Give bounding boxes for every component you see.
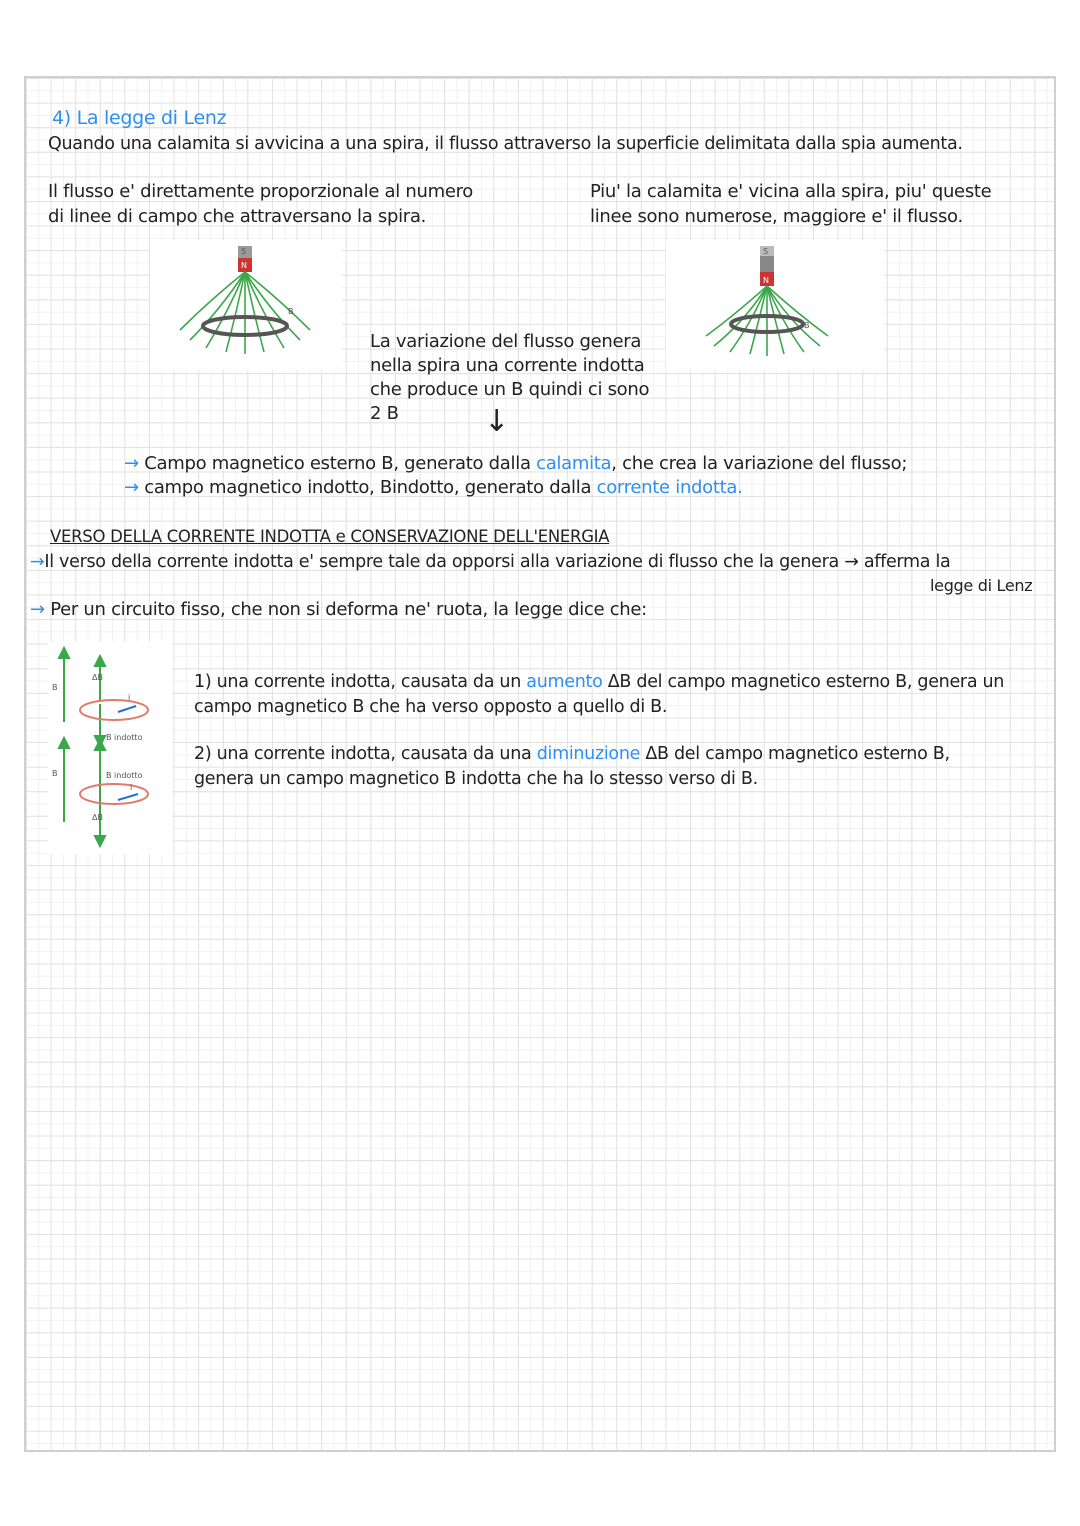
verso-line2 — [30, 598, 647, 622]
verso-line2-text: Per un circuito fisso, che non si deforma ne' ruota, la legge dice che: — [50, 599, 647, 620]
field-b-label-2: B — [804, 321, 810, 330]
verso-line1 — [30, 550, 950, 574]
rule1-line1 — [194, 670, 1004, 694]
diagram-delta-b-top: ΔB — [92, 673, 103, 682]
magnet-near-illustration — [666, 240, 884, 370]
magnet-north-label-2: N — [763, 276, 769, 285]
right-note-line1: Piu' la calamita e' vicina alla spira, piu' queste — [590, 181, 992, 202]
diagram-b-ind-bottom: B indotto — [106, 771, 143, 780]
magnet-far-figure — [150, 240, 342, 370]
external-field-highlight: calamita — [536, 453, 612, 474]
magnet-near-figure — [666, 240, 884, 370]
induced-field-prefix: campo magnetico indotto, Bindotto, generato dalla — [144, 477, 592, 498]
magnet-south-label: S — [241, 247, 247, 256]
down-arrow-icon: ↓ — [484, 404, 509, 439]
magnet-north-label: N — [241, 261, 247, 270]
magnet-far-illustration — [150, 240, 342, 370]
left-note-line1: Il flusso e' direttamente proporzionale al numero — [48, 181, 474, 202]
verso-line1-tail: legge di Lenz — [930, 576, 1033, 595]
rule2-line2: genera un campo magnetico B indotta che ha lo stesso verso di B. — [194, 769, 758, 789]
external-field-suffix: , che crea la variazione del flusso; — [611, 453, 908, 474]
intro-text: Quando una calamita si avvicina a una spira, il flusso attraverso la superficie delimitata dalla spia aumenta. — [48, 134, 963, 154]
right-note-line2: linee sono numerose, maggiore e' il flusso. — [590, 206, 963, 227]
diagram-i-bottom: i — [130, 783, 133, 792]
lenz-diagram — [48, 642, 172, 854]
verso-heading: VERSO DELLA CORRENTE INDOTTA e CONSERVAZIONE DELL'ENERGIA — [50, 527, 610, 546]
verso-line1-text: Il verso della corrente indotta e' sempre tale da opporsi alla variazione di flusso che la genera → afferma la — [44, 552, 951, 572]
diagram-i-top: i — [128, 693, 131, 702]
center-note-line2: nella spira una corrente indotta — [370, 355, 645, 376]
arrow-icon-4: → — [30, 599, 51, 620]
induced-field-highlight: corrente indotta. — [596, 477, 743, 498]
external-field-prefix: Campo magnetico esterno B, generato dalla — [144, 453, 531, 474]
arrow-icon: → — [124, 453, 145, 474]
field-b-label: B — [288, 307, 294, 316]
external-field-line — [124, 452, 907, 476]
arrow-icon-3: → — [30, 552, 45, 572]
diagram-delta-b-bottom: ΔB — [92, 813, 103, 822]
diagram-b-ind-top: B indotto — [106, 733, 143, 742]
center-note-line3: che produce un B quindi ci sono — [370, 379, 650, 400]
rule1-suffix: ΔB del campo magnetico esterno B, genera un — [607, 672, 1005, 692]
center-note-line1: La variazione del flusso genera — [370, 331, 642, 352]
rule2-highlight: diminuzione — [536, 744, 641, 764]
magnet-south-label-2: S — [763, 247, 769, 256]
rule1-prefix: 1) una corrente indotta, causata da un — [194, 672, 522, 692]
induced-field-line — [124, 476, 743, 500]
rule1-highlight: aumento — [526, 672, 603, 692]
center-note-line4: 2 B — [370, 403, 399, 424]
arrow-icon-2: → — [124, 477, 145, 498]
diagram-b-label-bottom: B — [52, 769, 58, 778]
diagram-b-label-top: B — [52, 683, 58, 692]
rule1-line2: campo magnetico B che ha verso opposto a quello di B. — [194, 697, 668, 717]
rule2-prefix: 2) una corrente indotta, causata da una — [194, 744, 532, 764]
left-note-line2: di linee di campo che attraversano la spira. — [48, 206, 427, 227]
section-title: 4) La legge di Lenz — [52, 107, 227, 129]
lenz-diagram-illustration — [48, 642, 172, 854]
rule2-line1 — [194, 742, 950, 766]
rule2-suffix: ΔB del campo magnetico esterno B, — [645, 744, 950, 764]
